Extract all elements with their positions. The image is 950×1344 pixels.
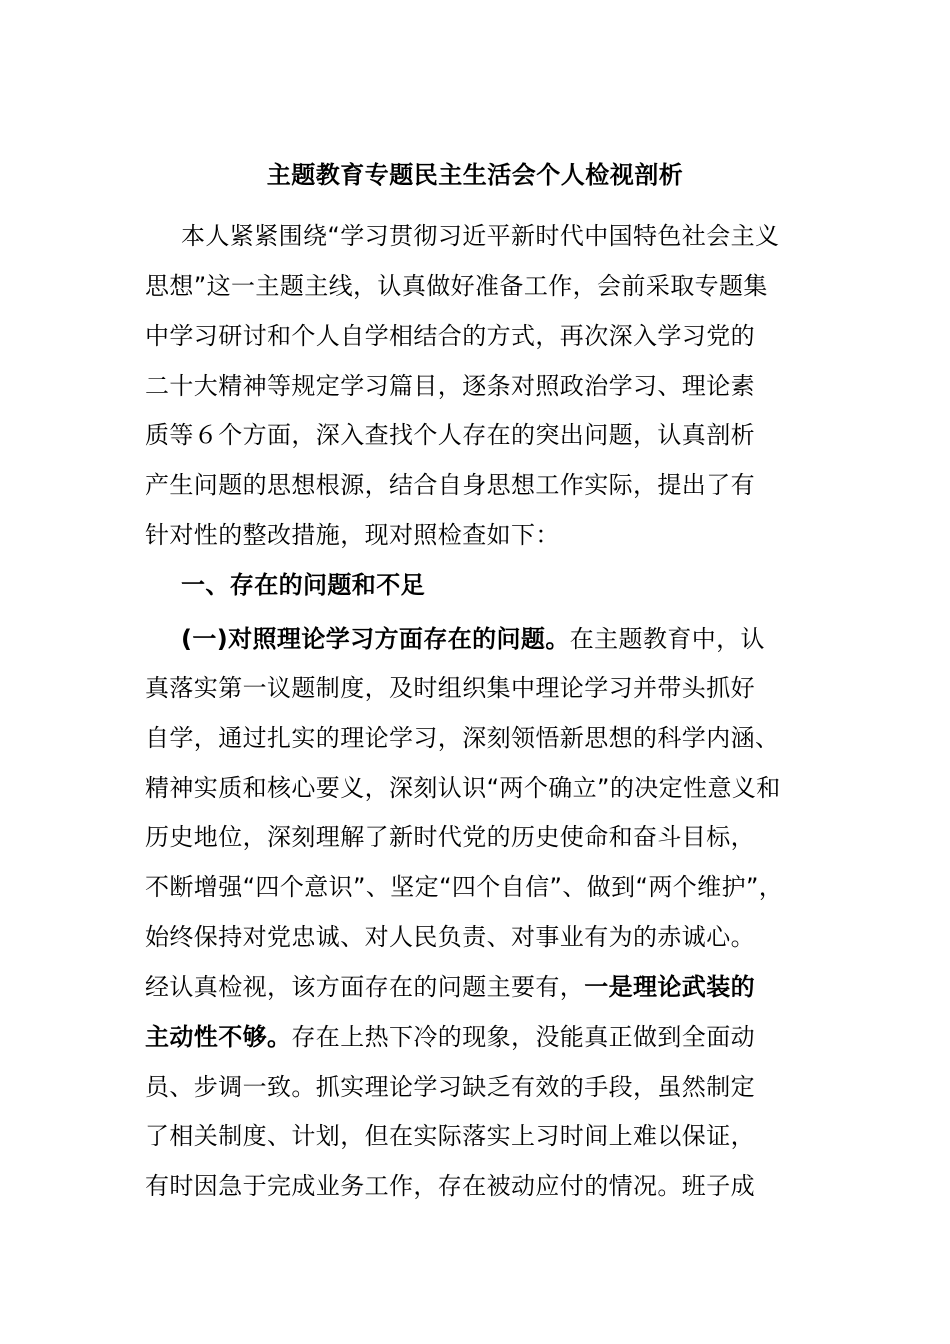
active-bold-text: 主动性不够。 bbox=[145, 1023, 292, 1051]
intro-line-6: 产生问题的思想根源，结合自身思想工作实际，提出了有 bbox=[145, 471, 755, 499]
body-line-7 bbox=[145, 968, 755, 1006]
intro-line-5: 质等６个方面，深入查找个人存在的突出问题，认真剖析 bbox=[145, 421, 755, 449]
active-rest-text: 存在上热下冷的现象，没能真正做到全面动 bbox=[291, 1023, 756, 1051]
intro-line-2: 思想”这一主题主线，认真做好准备工作，会前采取专题集 bbox=[145, 272, 768, 300]
body-line-5: 不断增强“四个意识”、坚定“四个自信”、做到“两个维护”， bbox=[145, 873, 784, 901]
body-line-3: 精神实质和核心要义，深刻认识“两个确立”的决定性意义和 bbox=[145, 774, 781, 802]
subsection-label: (一)对照理论学习方面存在的问题。 bbox=[181, 625, 570, 653]
body-line-4: 历史地位，深刻理解了新时代党的历史使命和奋斗目标， bbox=[145, 823, 755, 851]
intro-line-1: 本人紧紧围绕“学习贯彻习近平新时代中国特色社会主义 bbox=[181, 222, 780, 250]
body-line-1: 真落实第一议题制度，及时组织集中理论学习并带头抓好 bbox=[145, 674, 755, 702]
subsection-first-line bbox=[181, 620, 765, 658]
body-line-11: 有时因急于完成业务工作，存在被动应付的情况。班子成 bbox=[145, 1172, 755, 1200]
intro-line-3: 中学习研讨和个人自学相结合的方式，再次深入学习党的 bbox=[145, 322, 755, 350]
check-text: 经认真检视，该方面存在的问题主要有， bbox=[145, 973, 585, 1001]
body-line-9: 员、步调一致。抓实理论学习缺乏有效的手段，虽然制定 bbox=[145, 1073, 755, 1101]
section-heading-1: 一、存在的问题和不足 bbox=[181, 571, 425, 599]
intro-line-4: 二十大精神等规定学习篇目，逐条对照政治学习、理论素 bbox=[145, 372, 755, 400]
body-line-10: 了相关制度、计划，但在实际落实上习时间上难以保证， bbox=[145, 1122, 755, 1150]
subsection-first-text: 在主题教育中，认 bbox=[569, 625, 765, 653]
intro-line-7: 针对性的整改措施，现对照检查如下： bbox=[145, 521, 560, 549]
body-line-6: 始终保持对党忠诚、对人民负责、对事业有为的赤诚心。 bbox=[145, 923, 755, 951]
body-line-8 bbox=[145, 1018, 755, 1056]
page-title: 主题教育专题民主生活会个人检视剖析 bbox=[266, 161, 684, 189]
body-line-2: 自学，通过扎实的理论学习，深刻领悟新思想的科学内涵、 bbox=[145, 724, 780, 752]
check-bold-text: 一是理论武装的 bbox=[584, 973, 756, 1001]
